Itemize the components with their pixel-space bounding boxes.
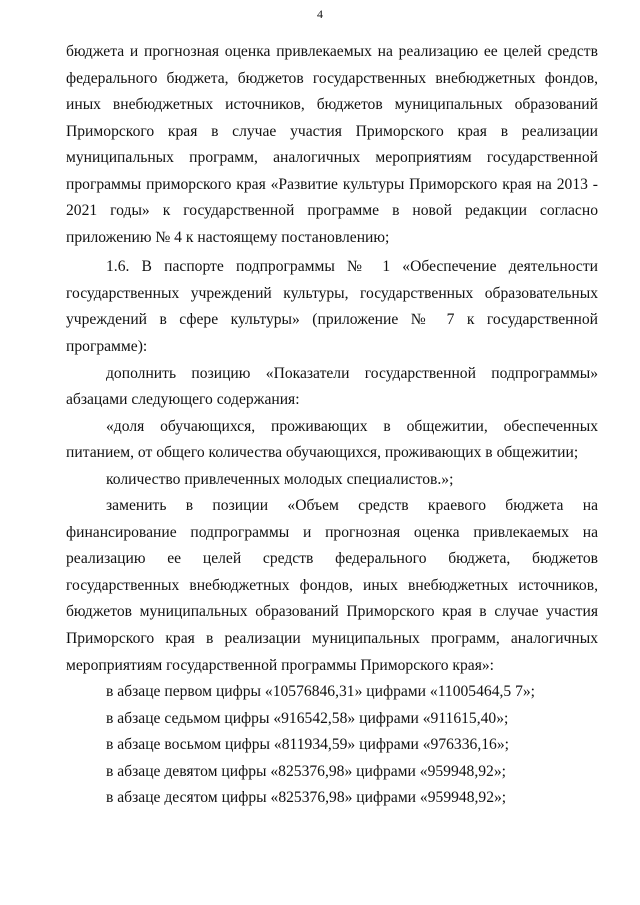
page-number: 4	[317, 7, 323, 21]
paragraph-replacement-first: в абзаце первом цифры «10576846,31» цифрами «11005464,5 7»;	[106, 683, 536, 701]
document-body	[66, 39, 598, 812]
paragraph-budget-continuation: бюджета и прогнозная оценка привлекаемых на реализацию ее целей средств федерального бюджета, бюджетов государственных внебюджетных фондов, иных внебюджетных источников, бюджетов муниципальных образований Приморского края в случае участия Приморского края в реализации муниципальных программ, аналогичных мероприятиям государственной программы приморского края «Развитие культуры Приморского края на 2013 - 2021 годы» к государственной программе в новой редакции согласно приложению № 4 к настоящему постановлению;	[66, 43, 598, 246]
paragraph-replace-position: заменить в позиции «Объем средств краевого бюджета на финансирование подпрограммы и прогнозная оценка привлекаемых на реализацию ее целей средств федерального бюджета, бюджетов государственных внебюджетных фондов, иных внебюджетных источников, бюджетов муниципальных образований Приморского края в случае участия Приморского края в реализации муниципальных программ, аналогичных мероприятиям государственной программы Приморского края»:	[66, 497, 598, 674]
paragraph-young-specialists: количество привлеченных молодых специалистов.»;	[106, 470, 454, 488]
paragraph-share-students: «доля обучающихся, проживающих в общежитии, обеспеченных питанием, от общего количества обучающихся, проживающих в общежитии;	[66, 417, 598, 462]
paragraph-replacement-seventh: в абзаце седьмом цифры «916542,58» цифрами «911615,40»;	[106, 709, 509, 727]
paragraph-replacement-tenth: в абзаце десятом цифры «825376,98» цифрами «959948,92»;	[106, 789, 507, 807]
paragraph-item-1-6: 1.6. В паспорте подпрограммы № 1 «Обеспечение деятельности государственных учреждений культуры, государственных образовательных учреждений в сфере культуры» (приложение № 7 к государственной программе):	[66, 258, 598, 356]
paragraph-replacement-eighth: в абзаце восьмом цифры «811934,59» цифрами «976336,16»;	[106, 736, 509, 754]
paragraph-add-position: дополнить позицию «Показатели государственной подпрограммы» абзацами следующего содержания:	[66, 364, 598, 409]
paragraph-replacement-ninth: в абзаце девятом цифры «825376,98» цифрами «959948,92»;	[106, 762, 506, 780]
